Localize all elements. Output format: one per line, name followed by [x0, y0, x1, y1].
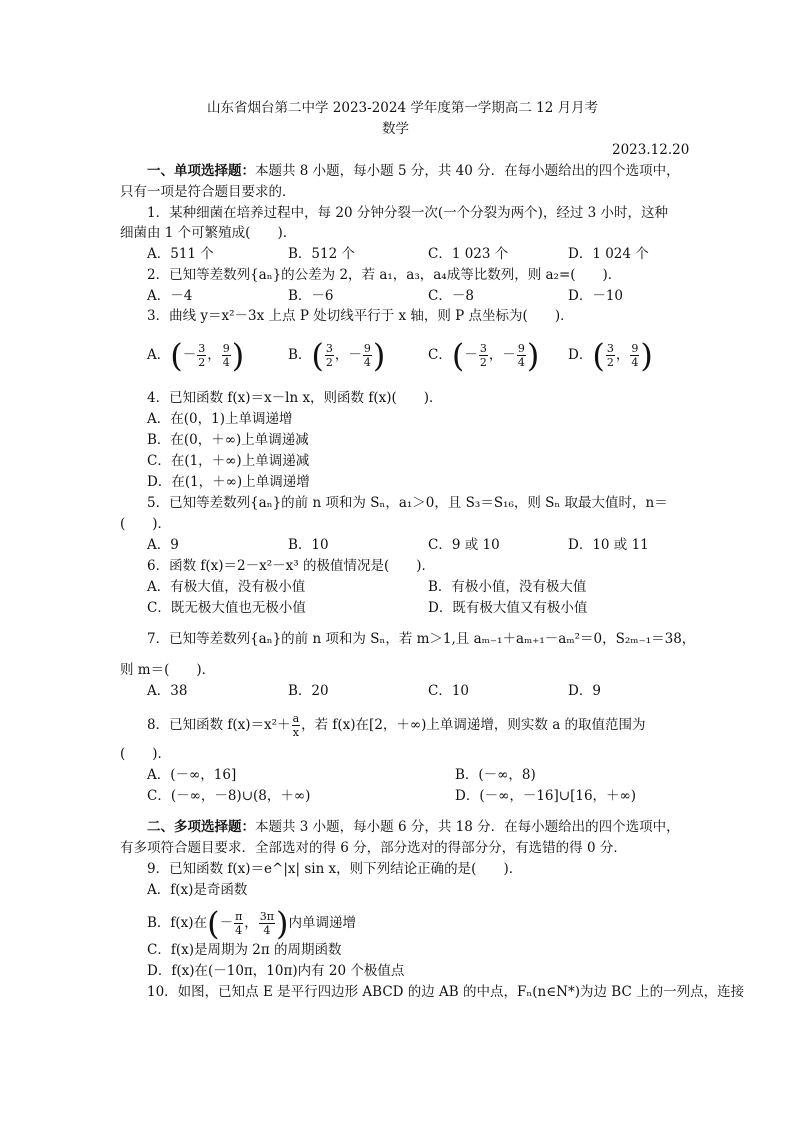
q3-b-comma: ，: [334, 347, 349, 363]
q3-option-b-letter: B．: [288, 347, 312, 363]
q3-c-sign2: －: [502, 347, 516, 363]
q10-stem: 10．如图，已知点 E 是平行四边形 ABCD 的边 AB 的中点，Fₙ(n∈N*)为边 BC 上的一列点，连接: [147, 984, 745, 1000]
q7-option-b: B．20: [288, 683, 329, 699]
q6-option-c: C．既无极大值也无极小值: [147, 600, 306, 616]
q1-option-b: B．512 个: [288, 246, 355, 262]
q3-option-b: [288, 336, 386, 375]
exam-date: 2023.12.20: [612, 142, 690, 158]
subject-label: 数学: [382, 121, 409, 137]
q6-option-a: A．有极大值，没有极小值: [147, 579, 306, 595]
q3-c-num1: 3: [479, 342, 487, 355]
q3-b-sign2: －: [348, 347, 362, 363]
q6-stem: 6．函数 f(x)＝2－x²－x³ 的极值情况是( )．: [147, 558, 435, 574]
q3-a-frac2: [222, 342, 231, 369]
q4-option-d: D．在(1，＋∞)上单调递增: [147, 474, 310, 490]
q3-c-sign1: －: [464, 347, 478, 363]
q8-option-d: D．(－∞，－16]∪[16，＋∞): [455, 788, 637, 804]
q3-b-num2: 9: [363, 342, 371, 355]
q3-c-num2: 9: [517, 342, 525, 355]
q3-d-frac2: [630, 342, 639, 369]
q5-stem-line2: ( )．: [120, 516, 172, 532]
q8-option-c: C．(－∞，－8)∪(8，＋∞): [147, 788, 311, 804]
q8-stem-line2: ( )．: [120, 746, 172, 762]
q9-option-d: D．f(x)在(－10π，10π)内有 20 个极值点: [147, 963, 405, 979]
q2-option-c: C．－8: [428, 288, 474, 304]
q3-d-frac1: [606, 342, 615, 369]
q4-option-b: B．在(0，＋∞)上单调递减: [147, 432, 309, 448]
q3-d-den1: 2: [606, 356, 614, 369]
left-paren: (: [451, 336, 465, 375]
section2-intro-line1: [147, 817, 680, 837]
q3-b-frac2: [363, 342, 372, 369]
q7-stem-line2: 则 m＝( )．: [120, 662, 216, 678]
q7-option-d: D．9: [568, 683, 601, 699]
q3-stem: 3．曲线 y＝x²－3x 上点 P 处切线平行于 x 轴，则 P 点坐标为( )．: [147, 308, 574, 324]
q3-d-den2: 4: [631, 356, 639, 369]
q3-option-a-letter: A．: [147, 347, 171, 363]
q1-option-c: C．1 023 个: [428, 246, 509, 262]
q2-option-a: A．－4: [147, 288, 193, 304]
q3-b-frac1: [325, 342, 334, 369]
q8-option-b: B．(－∞，8): [455, 767, 536, 783]
q5-stem-line1: 5．已知等差数列{aₙ}的前 n 项和为 Sₙ，a₁＞0，且 S₃＝S₁₆，则 Sₙ 取最大值时，n＝: [147, 495, 668, 511]
q5-option-b: B．10: [288, 537, 329, 553]
q3-a-num2: 9: [222, 342, 230, 355]
q1-option-a: A．511 个: [147, 246, 214, 262]
q9-b-num1: π: [235, 910, 243, 923]
q8-stem-post: ，若 f(x)在[2，＋∞)上单调递增，则实数 a 的取值范围为: [301, 717, 646, 733]
q8-stem-pre: 8．已知函数 f(x)＝x²＋: [147, 717, 291, 733]
q3-b-den2: 4: [363, 356, 371, 369]
q5-option-d: D．10 或 11: [568, 537, 649, 553]
q3-a-sign1: －: [182, 347, 197, 363]
exam-title: 山东省烟台第二中学 2023-2024 学年度第一学期高二 12 月月考: [207, 100, 599, 116]
q3-c-comma: ，: [488, 347, 503, 363]
q9-b-num2: 3π: [259, 910, 275, 923]
section2-intro-a: 本题共 3 小题，每小题 6 分，共 18 分．在每小题给出的四个选项中，: [255, 819, 680, 835]
section1-intro-a: 本题共 8 小题，每小题 5 分，共 40 分．在每小题给出的四个选项中，: [255, 163, 680, 179]
q2-option-b: B．－6: [288, 288, 334, 304]
q9-option-c: C．f(x)是周期为 2π 的周期函数: [147, 942, 342, 958]
q4-stem: 4．已知函数 f(x)＝x－ln x，则函数 f(x)( )．: [147, 390, 443, 406]
left-paren: (: [311, 336, 324, 375]
q4-option-c: C．在(1，＋∞)上单调递减: [147, 453, 310, 469]
q9-option-b: [147, 904, 357, 943]
q3-a-den2: 4: [222, 356, 230, 369]
q9-option-b-pre: B．f(x)在: [147, 915, 208, 931]
q8-fraction: [292, 712, 301, 739]
q9-b-den1: 4: [235, 924, 243, 937]
q3-a-num1: 3: [198, 342, 206, 355]
section2-heading: 二、多项选择题：: [147, 819, 255, 835]
q2-stem: 2．已知等差数列{aₙ}的公差为 2，若 a₁，a₃，a₄成等比数列，则 a₂=( )．: [147, 267, 622, 283]
q8-stem-line1: [147, 712, 646, 739]
q6-option-d: D．既有极大值又有极小值: [428, 600, 588, 616]
section1-heading: 一、单项选择题：: [147, 163, 255, 179]
right-paren: ): [526, 336, 540, 375]
left-paren: (: [170, 336, 183, 375]
section1-intro-line1: [147, 161, 680, 181]
q9-b-frac2: [259, 910, 275, 937]
q7-stem-line1: 7．已知等差数列{aₙ}的前 n 项和为 Sₙ，若 m＞1,且 aₘ₋₁＋aₘ₊₁－aₘ²＝0，S₂ₘ₋₁＝38，: [147, 631, 696, 647]
q6-option-b: B．有极小值，没有极大值: [428, 579, 587, 595]
section1-intro-line2: 只有一项是符合题目要求的．: [120, 184, 296, 200]
q8-option-a: A．(－∞，16]: [147, 767, 237, 783]
q1-stem-line2: 细菌由 1 个可繁殖成( )．: [120, 225, 297, 241]
q3-c-den1: 2: [479, 356, 487, 369]
q7-option-a: A．38: [147, 683, 188, 699]
q5-option-c: C．9 或 10: [428, 537, 500, 553]
right-paren: ): [372, 336, 386, 375]
right-paren: ): [231, 336, 245, 375]
q3-option-d-letter: D．: [568, 347, 593, 363]
q9-b-den2: 4: [263, 924, 271, 937]
left-paren: (: [592, 336, 605, 375]
q3-a-den1: 2: [198, 356, 206, 369]
q8-frac-num: a: [292, 712, 300, 725]
q1-stem-line1: 1．某种细菌在培养过程中，每 20 分钟分裂一次(一个分裂为两个)，经过 3 小时，这种: [147, 205, 669, 221]
q4-option-a: A．在(0，1)上单调递增: [147, 411, 293, 427]
q9-stem: 9．已知函数 f(x)＝e^|x| sin x，则下列结论正确的是( )．: [147, 861, 523, 877]
right-paren: ): [640, 336, 653, 375]
q3-b-num1: 3: [325, 342, 333, 355]
q3-c-frac1: [479, 342, 488, 369]
q2-option-d: D．－10: [568, 288, 624, 304]
q7-option-c: C．10: [428, 683, 470, 699]
q3-c-den2: 4: [517, 356, 525, 369]
q5-option-a: A．9: [147, 537, 179, 553]
q3-option-d: [568, 336, 653, 375]
q1-option-d: D．1 024 个: [568, 246, 649, 262]
q3-d-comma: ，: [615, 347, 630, 363]
q3-option-a: [147, 336, 245, 375]
q3-c-frac2: [517, 342, 526, 369]
right-paren: ): [276, 904, 289, 943]
q8-frac-den: x: [292, 726, 299, 739]
q9-option-b-post: 内单调递增: [288, 915, 357, 931]
section2-intro-line2: 有多项符合题目要求．全部选对的得 6 分，部分选对的得部分分，有选错的得 0 分．: [120, 840, 627, 856]
q3-d-num1: 3: [606, 342, 614, 355]
q3-b-den1: 2: [325, 356, 333, 369]
q3-a-frac1: [197, 342, 206, 369]
left-paren: (: [207, 904, 220, 943]
q3-a-comma: ，: [207, 347, 221, 363]
q3-d-num2: 9: [631, 342, 639, 355]
q9-option-a: A．f(x)是奇函数: [147, 882, 248, 898]
q3-option-c-letter: C．: [428, 347, 452, 363]
comma: ，: [244, 915, 258, 931]
q9-b-frac1: [234, 910, 243, 937]
minus-sign: －: [219, 915, 234, 931]
q3-option-c: [428, 336, 540, 375]
